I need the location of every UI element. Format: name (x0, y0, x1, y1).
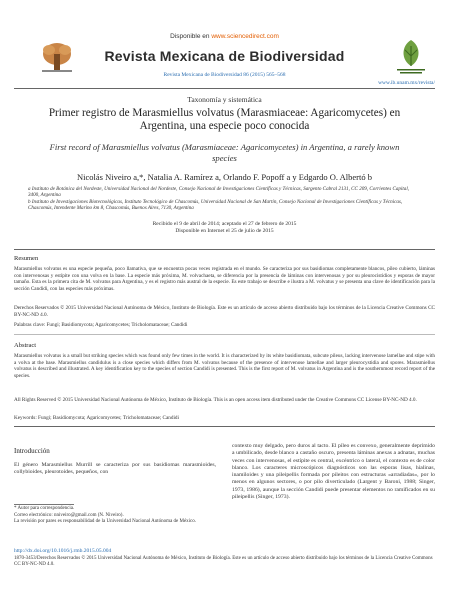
journal-url[interactable]: www.ib.unam.mx/revista/ (378, 80, 435, 86)
abstract-keywords: Keywords: Fungi; Basidiomycota; Agaricomycetes; Tricholomataceae; Candidi (14, 415, 179, 421)
article-dates (0, 221, 449, 235)
journal-title: Revista Mexicana de Biodiversidad (104, 48, 345, 64)
copyright-note: 1870-3453/Derechos Reservados © 2015 Universidad Nacional Autónoma de México, Instituto de Biología. Este es un artículo de acceso abierto distribuido bajo los términos de la Licencia Creative Commons CC BY-NC-ND 4.0. (14, 556, 433, 568)
abstract-text: Marasmiellus volvatus is a small but striking species which was found only few times in the world. It is characterized by its white basidiomata, subcute pileus, lacking intervenose lamellae and stipe with a volva at the base. Marasmiellus candidulus is a close species which differs from M. volvatus because of the presence of intervenose lamellae and larger pleurocystidia and spores. Marasmiellus volvatus is described and illustrated. A key identification key to the species of section Candidi is presented. This is the first report of M. volvatus in Argentina and is the southernmost record report of the species. (14, 353, 435, 379)
footnote-rule (14, 504, 74, 505)
intro-heading: Introducción (14, 447, 50, 455)
affiliation-a: a Instituto de Botánica del Nordeste, Universidad Nacional del Nordeste, Consejo Nacional de Investigaciones Científicas y Técnicas, Sargento Cabral 2131, CC 209, Corrientes Capital, 3400, Argentina (28, 186, 410, 199)
received-date: Recibido el 9 de abril de 2014; aceptado el 27 de febrero de 2015 (152, 221, 297, 227)
intro-paragraph-right: contexto muy delgado, pero duros al tacto. El píleo es convexo, generalmente deprimido a umbilicado, desde blanco a castaño oscuro, presenta láminas anexas a adnatas, muchas veces con intervenosas, el estípite es central, excéntrico o lateral, el contexto es de color blanco. Los caracteres microscópicos diagnósticos son las esporas lisas, hialinas, inamiloides y una pileipellis formada por pileitos con estructuras «arradiadas», por lo menos en algunos sectores, o por pilo diverticulado (Largent y Baroni, 1988; Singer, 1973, 1986), aunque la sección Candidi puede presentar elementos no ramificados en su pileipellis (Singer, 1973). (232, 443, 435, 501)
email-note: Correo electrónico: nniveiro@gmail.com (N. Niveiro). (14, 512, 124, 518)
article-title-english: First record of Marasmiellus volvatus (Marasmiaceae: Agaricomycetes) in Argentina, a rarely known species (49, 142, 400, 163)
affiliation-b: b Instituto de Investigaciones Biotecnológicas, Instituto Tecnológico de Chascomús, Universidad Nacional de San Martín, Consejo Nacional de Investigaciones Científicas y Técnicas, Chascomús, Intendente Marino km 8, Chascomús, Buenos Aires, 7130, Argentina (28, 198, 403, 211)
resumen-rights: Derechos Reservados © 2015 Universidad Nacional Autónoma de México, Instituto de Biología. Este es un artículo de acceso abierto distribuido bajo los términos de la Licencia Creative Commons CC BY-NC-ND 4.0. (14, 305, 435, 318)
resumen-keywords: Palabras clave: Fungi; Basidiomycota; Agaricomycetes; Tricholomataceae; Candidi (14, 322, 188, 328)
corresponding-author-note: * Autor para correspondencia. (14, 506, 75, 511)
abstract-divider (14, 334, 435, 335)
section-label: Taxonomía y sistemática (187, 95, 262, 104)
intro-paragraph-left: El género Marasmiellus Murrill se caracteriza por sus basidiomas marasmioides, collybioides, pleurotoides, pequeños, con (14, 462, 216, 476)
abstract-bottom-rule (14, 426, 435, 427)
institute-logo (387, 38, 435, 78)
abstract-top-rule (14, 249, 435, 250)
peer-review-note: La revisión por pares es responsabilidad de la Universidad Nacional Autónoma de México. (14, 519, 197, 524)
header-rule (14, 88, 435, 89)
resumen-text: Marasmiellus volvatus es una especie pequeña, poco llamativa, que se encuentra pocas veces registrada en el mundo. Se caracteriza por sus basidiomas completamente blancos, píleo cubierto, láminas con intervenosas y estípite con una volva en la base. La especie más próxima, M. volvachaeta, se diferencia por la presencia de láminas con intervenosas y por su pleurocistidios y esporas de mayor tamaño. Esta es la primera cita de M. volvatus para Argentina, y es el registro más austral de la especie. Es este trabajo se describe e ilustra a M. volvatus y se presenta una clave de identificación para la sección Candidi, con las especies más próximas. (14, 266, 435, 292)
journal-citation[interactable]: Revista Mexicana de Biodiversidad 86 (2015) 565–568 (163, 72, 286, 78)
availability-prefix: Disponible en (170, 33, 212, 40)
abstract-rights: All Rights Reserved © 2015 Universidad Nacional Autónoma de México, Instituto de Biología. This is an open access item distributed under the Creative Commons CC License BY-NC-ND 4.0. (14, 397, 417, 403)
resumen-heading: Resumen (14, 255, 39, 262)
author-list: Nicolás Niveiro a,*, Natalia A. Ramírez a, Orlando F. Popoff a y Edgardo O. Albertó b (77, 172, 372, 182)
abstract-heading: Abstract (14, 342, 37, 349)
article-title: Primer registro de Marasmiellus volvatus (Marasmiaceae: Agaricomycetes) en Argentina, una especie poco conocida (48, 107, 401, 132)
sciencedirect-link[interactable]: www.sciencedirect.com (211, 33, 279, 40)
online-date: Disponible en Internet el 25 de julio de 2015 (175, 228, 274, 234)
doi-link[interactable]: http://dx.doi.org/10.1016/j.rmb.2015.05.004 (14, 548, 112, 554)
footnote (14, 506, 216, 526)
affiliations (28, 186, 421, 211)
